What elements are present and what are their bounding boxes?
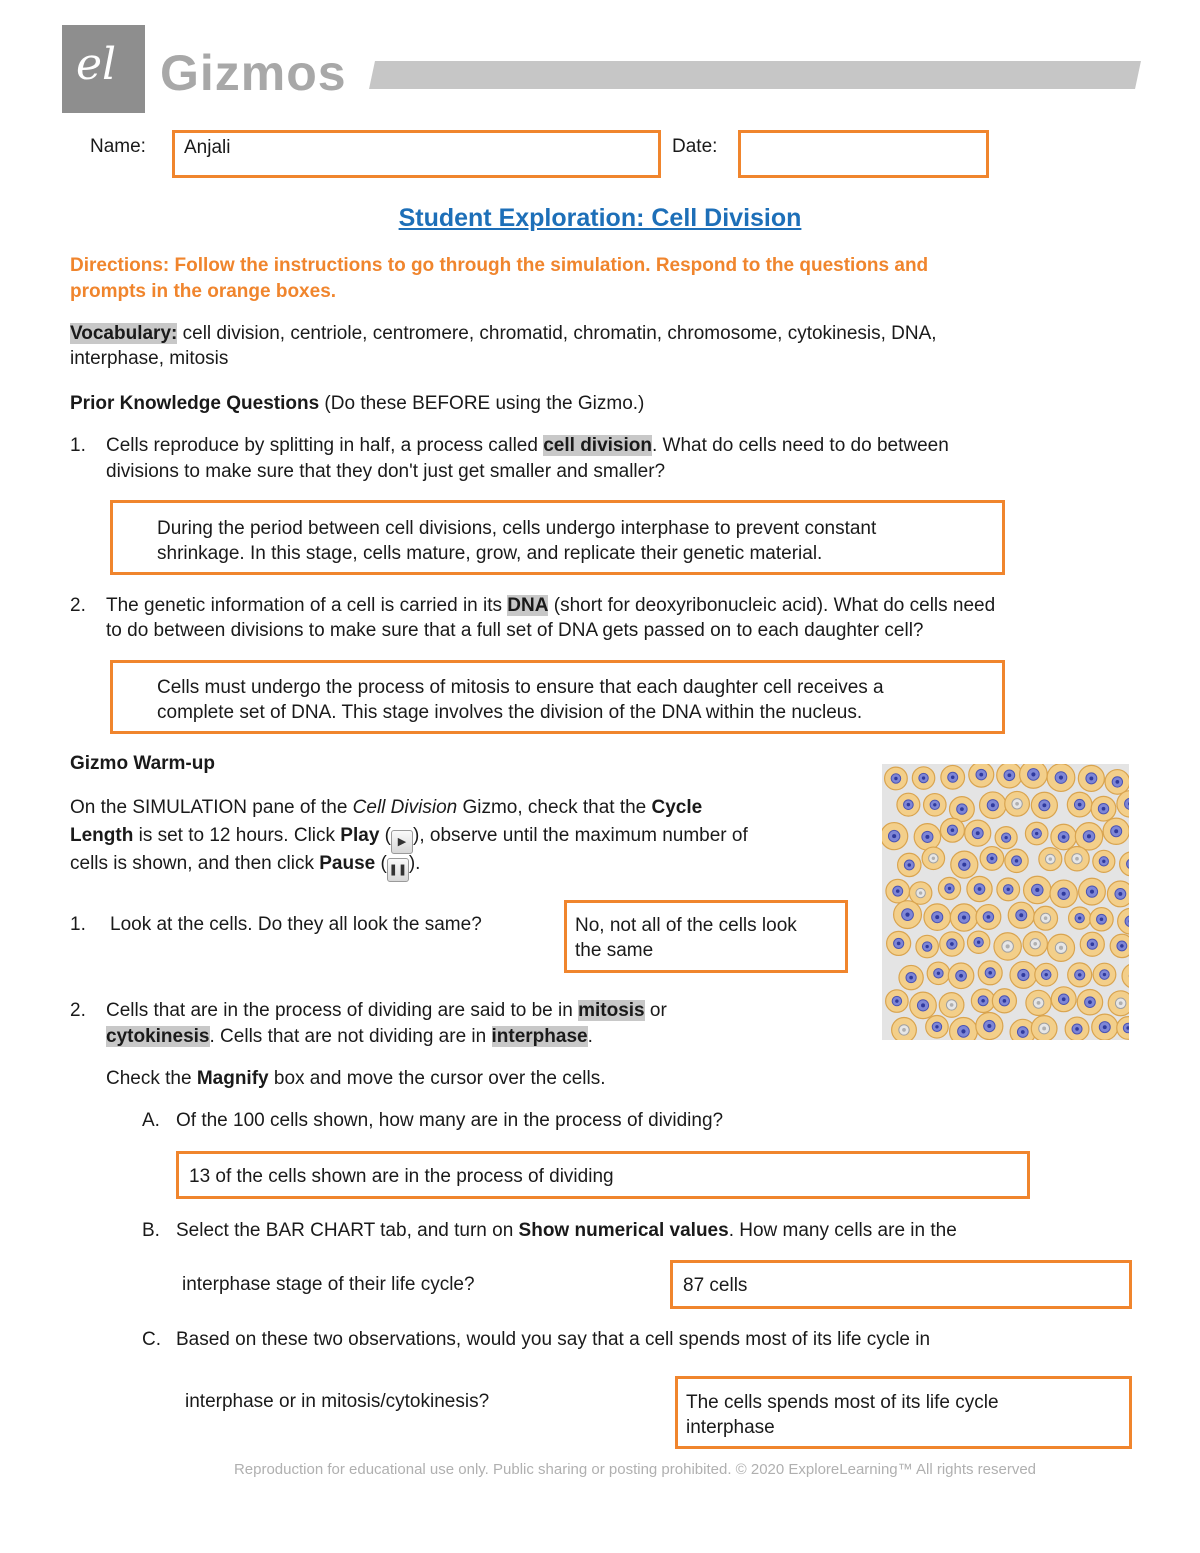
intro-t10: cells is shown, and then click (70, 853, 320, 874)
cell (1068, 963, 1092, 987)
intro-t13: ). (408, 853, 421, 874)
logo-mark: el (76, 39, 117, 90)
prior-q2-answer-box[interactable] (110, 660, 1005, 734)
prior-q1-line2: divisions to make sure that they don't just get smaller and smaller? (106, 461, 666, 482)
directions-line2: prompts in the orange boxes. (70, 281, 337, 302)
prior-q2-text (106, 593, 995, 619)
cell (969, 764, 994, 787)
intro-gizmo-name: Cell Division (352, 797, 458, 818)
vocabulary-line2: interphase, mitosis (70, 348, 229, 369)
cell (1010, 962, 1037, 989)
cell (1051, 987, 1076, 1012)
q2a-letter: A. (142, 1110, 160, 1131)
q2c-answer-line2: interphase (686, 1417, 775, 1438)
prior-q2-pre: The genetic information of a cell is carried in its (106, 595, 508, 616)
intro-t1: On the SIMULATION pane of the (70, 797, 353, 818)
vocabulary-line1 (70, 321, 937, 347)
warmup-heading: Gizmo Warm-up (70, 753, 215, 774)
cell (1108, 991, 1129, 1016)
warmup-q1-answer-line2: the same (575, 940, 654, 961)
cell (1092, 1014, 1118, 1040)
cell (1051, 824, 1077, 850)
cell (1026, 990, 1051, 1015)
cell (938, 877, 960, 899)
header-bar (369, 61, 1141, 89)
q2a-answer-box[interactable] (176, 1151, 1030, 1199)
cell (950, 904, 977, 931)
cell (894, 901, 922, 929)
cell (924, 794, 946, 816)
prior-heading-title: Prior Knowledge Questions (70, 393, 320, 414)
cells-illustration (882, 764, 1129, 1040)
cell (916, 935, 939, 958)
vocabulary-terms: cell division, centriole, centromere, chromatid, chromatin, chromosome, cytokinesis, DNA, (177, 323, 937, 344)
cell (992, 989, 1016, 1013)
prior-q1-answer-box[interactable] (110, 500, 1005, 575)
q2a-text: Of the 100 cells shown, how many are in the process of dividing? (176, 1110, 724, 1131)
cell (882, 823, 908, 850)
warmup-intro-line3 (70, 851, 420, 882)
intro-length: Length (70, 825, 134, 846)
check-t1: Check the (106, 1068, 197, 1089)
cell (1065, 846, 1089, 870)
cell (1077, 989, 1102, 1014)
cell (1075, 823, 1102, 850)
cell (1103, 818, 1129, 844)
name-value: Anjali (184, 137, 231, 158)
cell (914, 824, 940, 850)
cell (1117, 1017, 1129, 1040)
prior-q2-line2: to do between divisions to make sure that a full set of DNA gets passed on to each daughter cell? (106, 620, 924, 641)
cell (940, 932, 964, 956)
cell (1039, 848, 1062, 871)
intro-pause: Pause (319, 853, 376, 874)
cell (976, 905, 1001, 930)
cell (927, 962, 950, 985)
cell (951, 851, 978, 878)
check-magnify: Magnify (196, 1068, 269, 1089)
name-field[interactable] (172, 130, 661, 178)
cell (1047, 764, 1075, 791)
intro-play: Play (340, 825, 380, 846)
q2-t5: . Cells that are not dividing are in (209, 1026, 492, 1047)
warmup-q1-answer-line1: No, not all of the cells look (575, 915, 797, 936)
cell (971, 989, 994, 1012)
cell (997, 878, 1020, 901)
prior-q1-text (106, 433, 949, 459)
date-field[interactable] (738, 130, 989, 178)
q2c-line2: interphase or in mitosis/cytokinesis? (185, 1391, 490, 1412)
cell (941, 765, 965, 789)
cell (1069, 907, 1091, 929)
cell (1091, 796, 1116, 821)
cell (1023, 932, 1047, 956)
prior-q1-number: 1. (70, 435, 86, 456)
directions-line1: Directions: Follow the instructions to go through the simulation. Respond to the questions and (70, 255, 929, 276)
q2b-answer-box[interactable] (670, 1260, 1132, 1309)
q2b-show-values: Show numerical values (518, 1220, 729, 1241)
warmup-intro-line2 (70, 823, 748, 854)
cell (1110, 934, 1129, 957)
cell (1093, 850, 1115, 872)
warmup-q1-number: 1. (70, 914, 86, 935)
check-t3: box and move the cursor over the cells. (268, 1068, 606, 1089)
cell (1079, 878, 1106, 905)
cell (1107, 881, 1129, 907)
cell (980, 847, 1004, 871)
prior-heading (70, 391, 644, 417)
term-cytokinesis: cytokinesis (106, 1026, 210, 1047)
cell (1118, 908, 1129, 934)
cell (1120, 852, 1129, 876)
prior-q2-number: 2. (70, 595, 86, 616)
q2c-letter: C. (142, 1329, 161, 1350)
cell (924, 904, 951, 931)
cell (1065, 1017, 1089, 1040)
cell (994, 933, 1021, 960)
prior-q2-answer-line1: Cells must undergo the process of mitosis to ensure that each daughter cell receives a (157, 677, 884, 698)
cell (1008, 902, 1034, 928)
cell (886, 990, 909, 1013)
cell (1105, 770, 1129, 795)
intro-t9: ), observe until the maximum number of (413, 825, 748, 846)
pause-icon: ❚❚ (387, 858, 409, 882)
play-icon: ▶ (391, 830, 413, 854)
cell (1005, 791, 1030, 816)
cell (898, 853, 921, 876)
intro-t3: Gizmo, check that the (457, 797, 652, 818)
cell (965, 820, 991, 846)
q2b-text (176, 1218, 957, 1244)
prior-q1-answer-line2: shrinkage. In this stage, cells mature, grow, and replicate their genetic material. (157, 543, 823, 564)
cell (1025, 822, 1048, 845)
cell (910, 992, 937, 1019)
warmup-q2-number: 2. (70, 1000, 86, 1021)
q2c-text: Based on these two observations, would you say that a cell spends most of its life cycle in (176, 1329, 931, 1350)
cell (948, 963, 974, 989)
intro-t6: is set to 12 hours. Click (133, 825, 341, 846)
cell (1031, 1016, 1057, 1040)
cell (1005, 849, 1028, 872)
cell (1047, 934, 1074, 961)
cell (1050, 880, 1077, 907)
prior-heading-note: (Do these BEFORE using the Gizmo.) (319, 393, 645, 414)
cell (997, 764, 1022, 788)
cell (980, 792, 1007, 819)
cell (995, 827, 1017, 849)
q2-t1: Cells that are in the process of dividing are said to be in (106, 1000, 579, 1021)
intro-cycle: Cycle (651, 797, 703, 818)
warmup-q1-text: Look at the cells. Do they all look the same? (110, 914, 482, 935)
warmup-q2-check (106, 1066, 606, 1092)
q2b-line2: interphase stage of their life cycle? (182, 1274, 475, 1295)
term-cell-division: cell division (543, 435, 652, 456)
q2b-letter: B. (142, 1220, 160, 1241)
cell (976, 1012, 1003, 1039)
cell (1024, 876, 1051, 903)
q2c-answer-box[interactable] (675, 1376, 1132, 1449)
cell (926, 1016, 949, 1039)
intro-t12: ( (375, 853, 387, 874)
cell (950, 1017, 978, 1040)
cell (1122, 963, 1129, 988)
logo-block (62, 25, 145, 113)
prior-q2-post: (short for deoxyribonucleic acid). What do cells need (548, 595, 996, 616)
term-interphase: interphase (491, 1026, 588, 1047)
cell (1034, 906, 1058, 930)
term-dna: DNA (507, 595, 549, 616)
cell (978, 961, 1002, 985)
q2b-t3: . How many cells are in the (728, 1220, 957, 1241)
cell (967, 931, 989, 953)
cell (1067, 792, 1092, 817)
cell (892, 1018, 917, 1040)
term-mitosis: mitosis (578, 1000, 645, 1021)
cell (912, 767, 934, 789)
cell (1035, 963, 1058, 986)
prior-q2-answer-line2: complete set of DNA. This stage involves the division of the DNA within the nucleus. (157, 702, 863, 723)
brand-name: Gizmos (160, 45, 347, 101)
cell (1080, 932, 1104, 956)
warmup-q1-answer-box[interactable] (564, 900, 848, 973)
q2b-t1: Select the BAR CHART tab, and turn on (176, 1220, 519, 1241)
cell (939, 993, 964, 1018)
cell (885, 767, 908, 790)
cell (909, 882, 931, 904)
footer-notice: Reproduction for educational use only. Public sharing or posting prohibited. © 2020 ExploreLearning™ All rights reserved (233, 1461, 1037, 1478)
q2a-answer: 13 of the cells shown are in the process of dividing (189, 1166, 614, 1187)
cell (886, 879, 910, 903)
cell (1078, 765, 1104, 791)
cell (1031, 792, 1057, 818)
q2c-answer-line1: The cells spends most of its life cycle (686, 1392, 999, 1413)
name-label: Name: (90, 136, 146, 157)
page-title: Student Exploration: Cell Division (398, 204, 802, 232)
cells-image (882, 764, 1129, 1040)
date-label: Date: (672, 136, 718, 157)
warmup-q2-line1 (106, 998, 667, 1024)
q2-t3: or (644, 1000, 667, 1021)
cell (967, 876, 992, 901)
cell (940, 818, 964, 842)
q2-t7: . (587, 1026, 593, 1047)
cell (887, 931, 911, 955)
prior-q1-pre: Cells reproduce by splitting in half, a process called (106, 435, 544, 456)
warmup-q2-line2 (106, 1024, 593, 1050)
prior-q1-answer-line1: During the period between cell divisions, cells undergo interphase to prevent constant (157, 518, 877, 539)
prior-q1-post: . What do cells need to do between (652, 435, 949, 456)
vocabulary-label: Vocabulary: (70, 323, 178, 344)
cell (899, 965, 923, 989)
q2b-answer: 87 cells (683, 1275, 748, 1296)
cell (1020, 764, 1048, 788)
intro-t8: ( (379, 825, 391, 846)
cell (1093, 963, 1116, 986)
cell (897, 793, 920, 816)
cell (922, 847, 944, 869)
cell (1090, 908, 1113, 931)
warmup-intro-line1 (70, 795, 702, 821)
